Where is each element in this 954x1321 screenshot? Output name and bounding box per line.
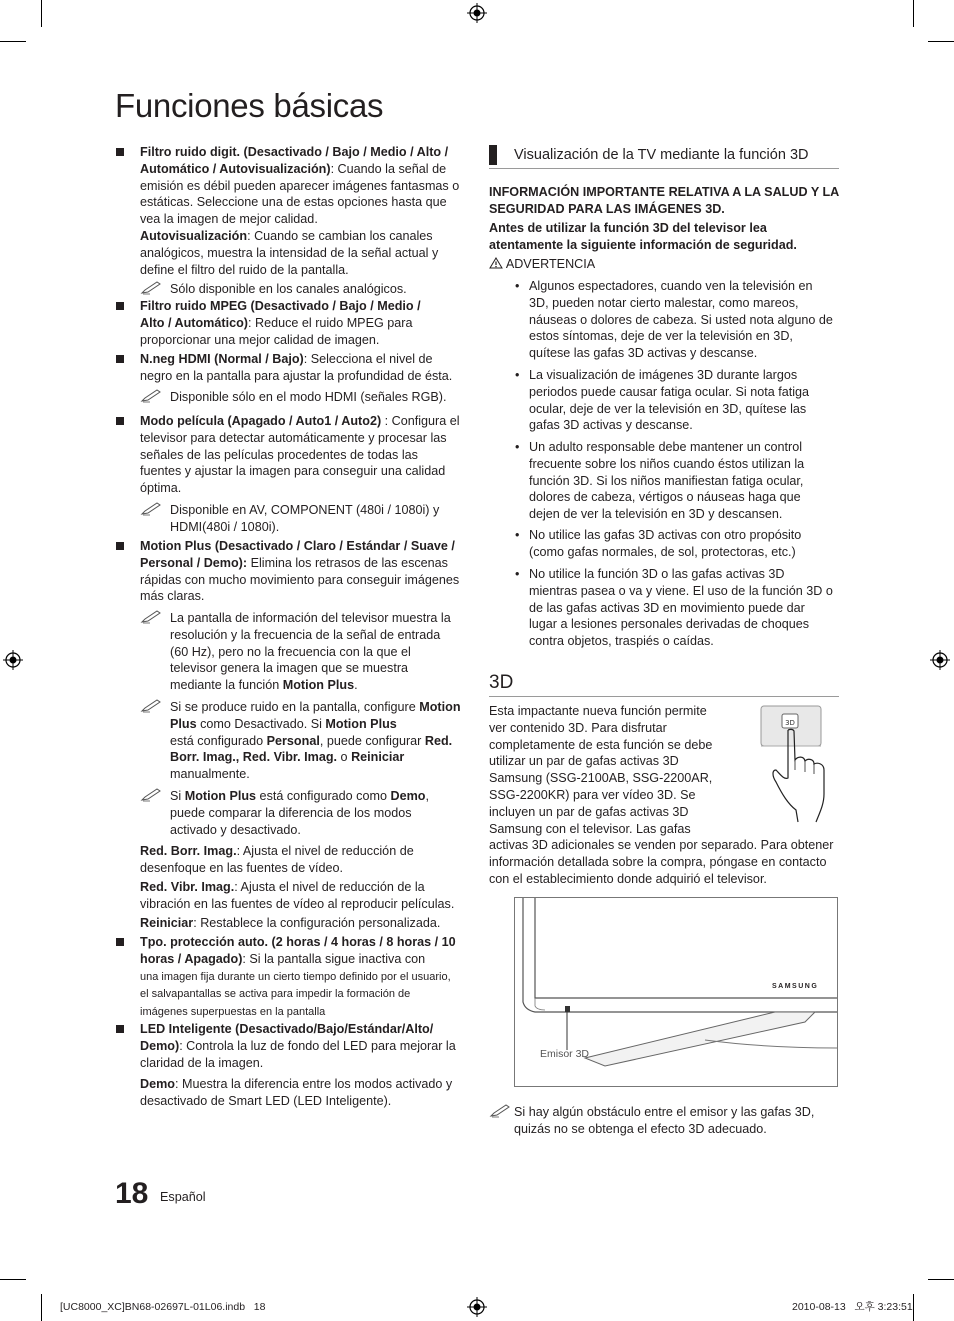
item-label: Modo película (Apagado / Auto1 / Auto2) — [140, 414, 382, 428]
square-bullet-icon — [116, 355, 124, 363]
registration-mark-icon — [3, 650, 23, 670]
crop-mark — [913, 1294, 914, 1321]
note-text: Disponible sólo en el modo HDMI (señales RGB). — [170, 390, 447, 404]
note-pencil-icon — [140, 389, 162, 403]
note — [170, 610, 460, 694]
note-text-bold: Demo — [390, 789, 426, 803]
footer-date: 2010-08-13 오후 3:23:51 — [792, 1301, 913, 1313]
list-item — [515, 439, 827, 523]
section-title: Visualización de la TV mediante la función 3D — [514, 147, 809, 163]
square-bullet-icon — [116, 302, 124, 310]
page-title: Funciones básicas — [115, 87, 384, 124]
page-language: Español — [160, 1190, 206, 1204]
warning-label: ADVERTENCIA — [505, 257, 596, 271]
note — [170, 281, 462, 298]
paragraph — [140, 879, 462, 913]
registration-mark-icon — [467, 3, 487, 23]
note-text: Si se produce ruido en la pantalla, configure — [170, 700, 420, 714]
bullet-dot-icon: • — [515, 279, 520, 293]
list-item — [140, 351, 462, 385]
crop-mark — [928, 41, 954, 42]
term-label: Demo — [140, 1077, 175, 1091]
crop-mark — [41, 1294, 42, 1321]
3d-emitter-icon — [565, 1006, 570, 1012]
bullet-dot-icon: • — [515, 368, 520, 382]
note-text: . — [354, 678, 358, 693]
warning-text: La visualización de imágenes 3D durante largos periodos puede causar fatiga ocular. Si nota fatiga ocular, deje de ver la televisión en 3D, quítese las gafas 3D activas y descanse. — [529, 368, 810, 433]
note-text-bold: Motion Plus — [325, 716, 397, 731]
term-text: : Muestra la diferencia entre los modos activado y desactivado de Smart LED (LED Inteligente). — [140, 1077, 453, 1108]
note-text: , puede configurar — [319, 733, 425, 748]
note-text: , puede comparar la diferencia de los modos activado y desactivado. — [170, 789, 429, 837]
note-pencil-icon — [140, 502, 162, 516]
note-text: Si hay algún obstáculo entre el emisor y las gafas 3D, quizás no se obtenga el efecto 3D adecuado. — [514, 1105, 815, 1136]
note-text-bold: Motion Plus — [282, 678, 355, 693]
bullet-dot-icon: • — [515, 567, 520, 581]
list-item — [140, 144, 462, 278]
health-heading: INFORMACIÓN IMPORTANTE RELATIVA A LA SALUD Y LA SEGURIDAD PARA LAS IMÁGENES 3D. — [489, 185, 839, 216]
warning-text: No utilice la función 3D o las gafas activas 3D mientras pasea o va y viene. El uso de la función 3D o de las gafas activas 3D en movimiento puede dar lugar a lesiones personales derivadas de choques contra objetos, traspiés o caídas. — [529, 567, 833, 649]
square-bullet-icon — [116, 417, 124, 425]
term-label: Red. Borr. Imag. — [140, 844, 237, 858]
list-item — [140, 538, 462, 605]
note-text-bold: Personal — [266, 733, 320, 748]
crop-mark — [913, 0, 914, 27]
item-small-text: una imagen fija durante un cierto tiempo definido por el usuario, el salvapantallas se activa para impedir la formación de imágenes superpuestas en la pantalla — [140, 970, 451, 1018]
note — [170, 788, 460, 838]
warning-heading — [489, 256, 595, 273]
item-label: Motion Plus (Desactivado / Claro / Estándar / Suave / Personal / Demo): — [140, 539, 455, 570]
crop-mark — [928, 1279, 954, 1280]
list-item — [515, 527, 829, 561]
paragraph — [140, 843, 440, 877]
emitter-label: Emisor 3D — [540, 1048, 590, 1060]
section-divider — [489, 696, 839, 697]
crop-mark — [0, 1279, 26, 1280]
note-text: La pantalla de información del televisor muestra la resolución y la frecuencia de la señal de entrada (60 Hz), pero no la frecuencia con la que el televisor genera la imagen que se muestra mediante la función — [170, 611, 451, 693]
footer-file-info: [UC8000_XC]BN68-02697L-01L06.indb 18 — [60, 1301, 266, 1313]
list-item — [515, 278, 835, 362]
note-text: manualmente. — [170, 767, 250, 782]
sub-text: : Cuando se cambian los canales analógicos, muestra la intensidad de la señal actual y define el filtro del ruido de la pantalla. — [140, 228, 439, 277]
section-marker — [489, 145, 497, 165]
note-text: Disponible en AV, COMPONENT (480i / 1080i) y HDMI(480i / 1080i). — [170, 503, 440, 534]
bullet-dot-icon: • — [515, 528, 520, 542]
heading-3d: 3D — [489, 672, 514, 693]
term-text: : Restablece la configuración personalizada. — [193, 916, 441, 930]
note-text-bold: Reiniciar — [351, 750, 405, 765]
item-text: : Controla la luz de fondo del LED para mejorar la claridad de la imagen. — [140, 1038, 456, 1070]
note-text: Sólo disponible en los canales analógicos. — [170, 282, 407, 296]
remote-3d-button-illustration — [758, 704, 842, 824]
note-pencil-icon — [140, 699, 162, 713]
list-item — [140, 1021, 462, 1071]
term-label: Reiniciar — [140, 916, 194, 930]
warning-text: Algunos espectadores, cuando ven la televisión en 3D, pueden notar cierto malestar, como mareos, náuseas o dolores de cabeza. Si usted nota alguno de estos síntomas, deje de ver la televisión en 3D, quítese las gafas 3D activas y descanse. — [529, 279, 833, 361]
paragraph — [140, 1076, 462, 1110]
term-label: Red. Vibr. Imag. — [140, 880, 235, 894]
note-text: está configurado — [170, 733, 267, 748]
item-text: : Reduce el ruido MPEG para proporcionar una mejor calidad de imagen. — [140, 315, 413, 347]
registration-mark-icon — [467, 1297, 487, 1317]
item-text: Elimina los retrasos de las escenas rápidas con mucho movimiento para conseguir imágenes más claras. — [140, 555, 460, 604]
warning-text: No utilice las gafas 3D activas con otro propósito (como gafas normales, de sol, protectoras, etc.) — [529, 528, 802, 559]
term-text: : Ajusta el nivel de reducción de desenfoque en las fuentes de vídeo. — [140, 844, 414, 875]
note-text: Si — [170, 789, 185, 803]
square-bullet-icon — [116, 938, 124, 946]
item-text: : Configura el televisor para detectar automáticamente y procesar las señales de las películas procedentes de todas las fuentes y ajustar la imagen para conseguir una calidad óptima. — [140, 414, 460, 496]
note-pencil-icon — [140, 281, 162, 295]
note-pencil-icon — [140, 788, 162, 802]
note-text: o — [337, 750, 352, 765]
note-text-bold: Motion Plus — [170, 700, 461, 731]
crop-mark — [41, 0, 42, 27]
bullet-dot-icon: • — [515, 440, 520, 454]
square-bullet-icon — [116, 1025, 124, 1033]
warning-triangle-icon — [489, 257, 503, 269]
section-divider — [489, 168, 839, 169]
square-bullet-icon — [116, 148, 124, 156]
note-text-bold: Red. Borr. Imag., Red. Vibr. Imag. — [170, 733, 453, 765]
paragraph-3d-cont: activas 3D adicionales se venden por separado. Para obtener información detallada sobre la compra, póngase en contacto con el establecimiento donde adquirió el televisor. — [489, 838, 834, 886]
list-item — [515, 367, 829, 434]
term-text: : Ajusta el nivel de reducción de la vibración en las fuentes de vídeo al reproducir películas. — [140, 880, 455, 911]
note — [170, 389, 462, 406]
sub-label: Autovisualización — [140, 228, 248, 243]
item-label: Filtro ruido MPEG (Desactivado / Bajo / Medio / Alto / Automático) — [140, 299, 421, 330]
item-label: N.neg HDMI (Normal / Bajo) — [140, 352, 304, 366]
list-item — [515, 566, 835, 650]
list-item — [140, 413, 460, 497]
note — [514, 1104, 832, 1138]
item-label: Filtro ruido digit. (Desactivado / Bajo / Medio / Alto / Automático / Autovisualización) — [140, 145, 449, 176]
paragraph-3d: Esta impactante nueva función permite ver contenido 3D. Para disfrutar completamente de esta función se debe utilizar un par de gafas activas 3D Samsung (SSG-2100AB, SSG-2200AR, SSG-2200KR) para ver vídeo 3D. Se incluyen un par de gafas activas 3D Samsung con el televisor. Las gafas — [489, 704, 713, 836]
square-bullet-icon — [116, 542, 124, 550]
item-label: LED Inteligente (Desactivado/Bajo/Estándar/Alto/ Demo) — [140, 1022, 434, 1053]
item-text: : Cuando la señal de emisión es débil pueden aparecer imágenes fantasmas o estáticas. Seleccione una de estas opciones hasta que vea la imagen de mejor calidad. — [140, 161, 460, 227]
tv-brand-logo: SAMSUNG — [772, 983, 819, 990]
note-text: está configurado como — [256, 789, 391, 803]
page-number: 18 — [115, 1177, 149, 1210]
item-text: : Si la pantalla sigue inactiva con — [242, 951, 426, 966]
health-subheading: Antes de utilizar la función 3D del televisor lea atentamente la siguiente información de seguridad. — [489, 221, 797, 252]
list-item — [140, 934, 460, 1020]
note — [170, 699, 462, 783]
note-pencil-icon — [489, 1104, 511, 1118]
paragraph — [140, 915, 462, 932]
note-text: como Desactivado. Si — [196, 716, 326, 731]
tv-illustration — [514, 897, 838, 1087]
3d-button-icon: 3D — [785, 719, 795, 727]
note-pencil-icon — [140, 610, 162, 624]
list-item — [140, 298, 440, 348]
note-text-bold: Motion Plus — [184, 789, 257, 803]
note — [170, 502, 460, 536]
warning-text: Un adulto responsable debe mantener un control frecuente sobre los niños cuando éstos utilizan la función 3D. Si los niños manifiestan fatiga ocular, dolores de cabeza, vértigos o náuseas haga que dejen de ver la televisión en 3D y descansen. — [529, 440, 805, 522]
registration-mark-icon — [930, 650, 950, 670]
crop-mark — [0, 41, 26, 42]
item-text: : Selecciona el nivel de negro en la pantalla para ajustar la profundidad de ésta. — [140, 352, 453, 383]
item-label: Tpo. protección auto. (2 horas / 4 horas / 8 horas / 10 horas / Apagado) — [140, 935, 456, 966]
